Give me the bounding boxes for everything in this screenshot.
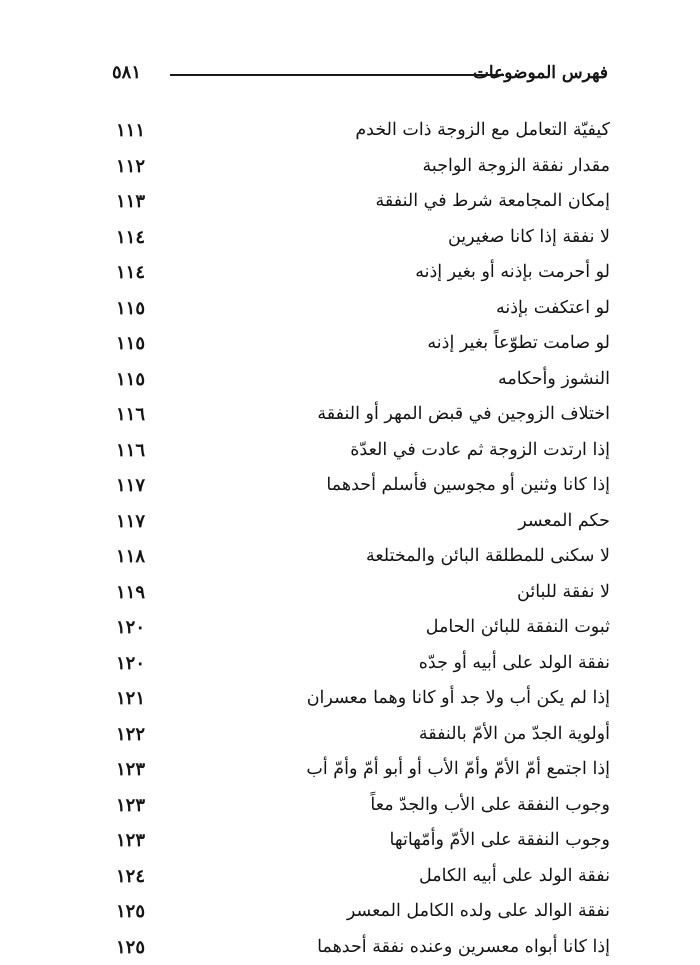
entry-page-number: ١١٦ bbox=[116, 433, 145, 469]
entry-page-number: ١٢٥ bbox=[116, 894, 145, 930]
entry-title: لو اعتكفت بإذنه bbox=[496, 291, 610, 327]
entry-title: إمكان المجامعة شرط في النفقة bbox=[376, 184, 611, 220]
index-entry bbox=[116, 220, 610, 256]
entry-title: اختلاف الزوجين في قبض المهر أو النفقة bbox=[317, 397, 610, 433]
entry-title: لا نفقة إذا كانا صغيرين bbox=[448, 220, 610, 256]
index-entry bbox=[116, 433, 610, 469]
entry-page-number: ١١٤ bbox=[116, 255, 145, 291]
entry-title: إذا ارتدت الزوجة ثم عادت في العدّة bbox=[350, 433, 610, 469]
index-entry bbox=[116, 930, 610, 965]
entry-page-number: ١١٧ bbox=[116, 468, 145, 504]
entry-title: نفقة الولد على أبيه أو جدّه bbox=[419, 646, 610, 682]
index-list bbox=[116, 113, 610, 965]
entry-title: وجوب النفقة على الأمّ وأمّهاتها bbox=[390, 823, 610, 859]
index-entry bbox=[116, 681, 610, 717]
entry-page-number: ١١٥ bbox=[116, 291, 145, 327]
entry-page-number: ١٢٥ bbox=[116, 930, 145, 965]
entry-title: كيفيّة التعامل مع الزوجة ذات الخدم bbox=[355, 113, 610, 149]
index-entry bbox=[116, 291, 610, 327]
entry-title: إذا اجتمع أمّ الأمّ وأمّ الأب أو أبو أمّ وأمّ أب bbox=[306, 752, 610, 788]
entry-title: النشوز وأحكامه bbox=[498, 362, 610, 398]
entry-page-number: ١١١ bbox=[116, 113, 145, 149]
index-entry bbox=[116, 149, 610, 185]
entry-title: لا نفقة للبائن bbox=[517, 575, 610, 611]
entry-page-number: ١٢٣ bbox=[116, 752, 145, 788]
index-entry bbox=[116, 823, 610, 859]
entry-title: نفقة الولد على أبيه الكامل bbox=[419, 859, 610, 895]
index-entry bbox=[116, 255, 610, 291]
running-title: فهرس الموضوعات bbox=[473, 56, 608, 90]
entry-page-number: ١١٣ bbox=[116, 184, 145, 220]
index-entry bbox=[116, 752, 610, 788]
entry-title: إذا كانا وثنين أو مجوسين فأسلم أحدهما bbox=[326, 468, 610, 504]
entry-title: مقدار نفقة الزوجة الواجبة bbox=[423, 149, 610, 185]
index-entry bbox=[116, 610, 610, 646]
entry-page-number: ١١٥ bbox=[116, 326, 145, 362]
page-number: ٥٨١ bbox=[112, 56, 141, 90]
index-entry bbox=[116, 539, 610, 575]
entry-title: ثبوت النفقة للبائن الحامل bbox=[426, 610, 610, 646]
index-entry bbox=[116, 184, 610, 220]
index-entry bbox=[116, 788, 610, 824]
entry-page-number: ١١٧ bbox=[116, 504, 145, 540]
entry-title: لو صامت تطوّعاً بغير إذنه bbox=[427, 326, 610, 362]
entry-title: حكم المعسر bbox=[518, 504, 610, 540]
entry-title: وجوب النفقة على الأب والجدّ معاً bbox=[370, 788, 610, 824]
entry-page-number: ١١٨ bbox=[116, 539, 145, 575]
entry-page-number: ١١٢ bbox=[116, 149, 145, 185]
entry-page-number: ١٢١ bbox=[116, 681, 145, 717]
entry-page-number: ١٢٣ bbox=[116, 823, 145, 859]
page-header bbox=[112, 56, 608, 90]
entry-page-number: ١١٦ bbox=[116, 397, 145, 433]
index-entry bbox=[116, 362, 610, 398]
entry-page-number: ١١٩ bbox=[116, 575, 145, 611]
index-entry bbox=[116, 894, 610, 930]
entry-title: لو أحرمت بإذنه أو بغير إذنه bbox=[415, 255, 610, 291]
index-entry bbox=[116, 717, 610, 753]
index-entry bbox=[116, 646, 610, 682]
entry-page-number: ١٢٤ bbox=[116, 859, 145, 895]
entry-page-number: ١٢٠ bbox=[116, 610, 145, 646]
entry-title: إذا كانا أبواه معسرين وعنده نفقة أحدهما bbox=[317, 930, 610, 965]
entry-title: لا سكنى للمطلقة البائن والمختلعة bbox=[366, 539, 610, 575]
index-entry bbox=[116, 859, 610, 895]
entry-page-number: ١١٥ bbox=[116, 362, 145, 398]
entry-title: إذا لم يكن أب ولا جد أو كانا وهما معسران bbox=[307, 681, 610, 717]
index-entry bbox=[116, 326, 610, 362]
header-rule bbox=[170, 74, 504, 76]
index-entry bbox=[116, 113, 610, 149]
entry-title: نفقة الوالد على ولده الكامل المعسر bbox=[347, 894, 610, 930]
index-entry bbox=[116, 504, 610, 540]
index-entry bbox=[116, 397, 610, 433]
entry-page-number: ١٢٠ bbox=[116, 646, 145, 682]
entry-page-number: ١٢٣ bbox=[116, 788, 145, 824]
entry-page-number: ١٢٢ bbox=[116, 717, 145, 753]
index-entry bbox=[116, 468, 610, 504]
entry-page-number: ١١٤ bbox=[116, 220, 145, 256]
entry-title: أولوية الجدّ من الأمّ بالنفقة bbox=[419, 717, 610, 753]
index-entry bbox=[116, 575, 610, 611]
